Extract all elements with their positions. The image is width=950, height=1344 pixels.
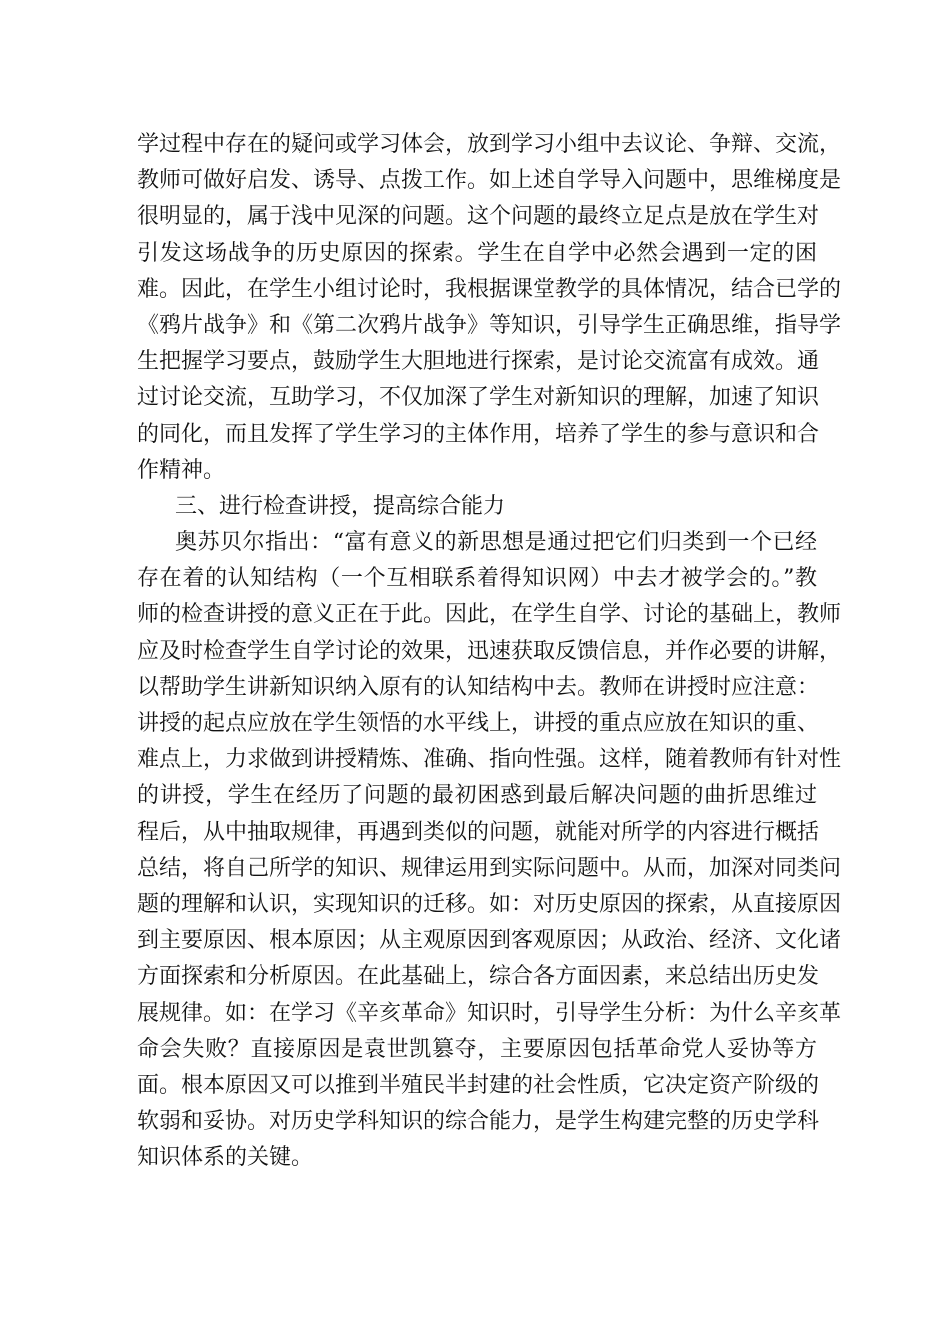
text-line: 题的理解和认识，实现知识的迁移。如：对历史原因的探索，从直接原因 [137,891,842,917]
text-line: 展规律。如：在学习《辛亥革命》知识时，引导学生分析：为什么辛亥革 [137,1000,842,1026]
text-line: 到主要原因、根本原因；从主观原因到客观原因；从政治、经济、文化诸 [137,928,842,954]
text-line: 过讨论交流，互助学习，不仅加深了学生对新知识的理解，加速了知识 [137,385,820,411]
text-line: 程后，从中抽取规律，再遇到类似的问题，就能对所学的内容进行概括 [137,819,820,845]
text-line: 软弱和妥协。对历史学科知识的综合能力，是学生构建完整的历史学科 [137,1109,820,1135]
text-line: 知识体系的关键。 [137,1145,314,1171]
text-line: 生把握学习要点，鼓励学生大胆地进行探索，是讨论交流富有成效。通 [137,349,820,375]
text-line: 《鸦片战争》和《第二次鸦片战争》等知识，引导学生正确思维，指导学 [137,312,842,338]
text-line: 讲授的起点应放在学生领悟的水平线上，讲授的重点应放在知识的重、 [137,711,820,736]
text-line: 方面探索和分析原因。在此基础上，综合各方面因素，来总结出历史发 [137,964,820,990]
text-line: 师的检查讲授的意义正在于此。因此，在学生自学、讨论的基础上，教师 [137,602,842,628]
text-line: 教师可做好启发、诱导、点拨工作。如上述自学导入问题中，思维梯度是 [137,168,842,194]
text-line: 奥苏贝尔指出：“富有意义的新思想是通过把它们归类到一个已经 [175,530,817,556]
text-line: 以帮助学生讲新知识纳入原有的认知结构中去。教师在讲授时应注意： [137,674,820,700]
paragraph [137,127,842,489]
text-line: 命会失败？直接原因是袁世凯篡夺，主要原因包括革命党人妥协等方 [137,1036,817,1062]
text-line: 的讲授，学生在经历了问题的最初困惑到最后解决问题的曲折思维过 [137,783,817,809]
text-line: 很明显的，属于浅中见深的问题。这个问题的最终立足点是放在学生对 [137,204,820,230]
text-line: 应及时检查学生自学讨论的效果，迅速获取反馈信息，并作必要的讲解， [137,638,842,664]
text-line: 的同化，而且发挥了学生学习的主体作用，培养了学生的参与意识和合 [137,421,820,447]
document-body [137,127,842,1176]
text-line: 面。根本原因又可以推到半殖民半封建的社会性质，它决定资产阶级的 [137,1072,820,1098]
section-heading [137,489,817,525]
text-line: 学过程中存在的疑问或学习体会，放到学习小组中去议论、争辩、交流， [137,132,842,157]
paragraph [137,525,842,1176]
text-line: 难点上，力求做到讲授精炼、准确、指向性强。这样，随着教师有针对性 [137,747,842,773]
text-line: 总结，将自己所学的知识、规律运用到实际问题中。从而，加深对同类问 [137,855,842,881]
text-line: 三、进行检查讲授，提高综合能力 [175,493,506,519]
text-line: 作精神。 [137,457,226,483]
text-line: 存在着的认知结构（一个互相联系着得知识网）中去才被学会的。”教 [137,566,817,592]
text-line: 引发这场战争的历史原因的探索。学生在自学中必然会遇到一定的困 [137,240,817,266]
text-line: 难。因此，在学生小组讨论时，我根据课堂教学的具体情况，结合已学的 [137,276,842,302]
